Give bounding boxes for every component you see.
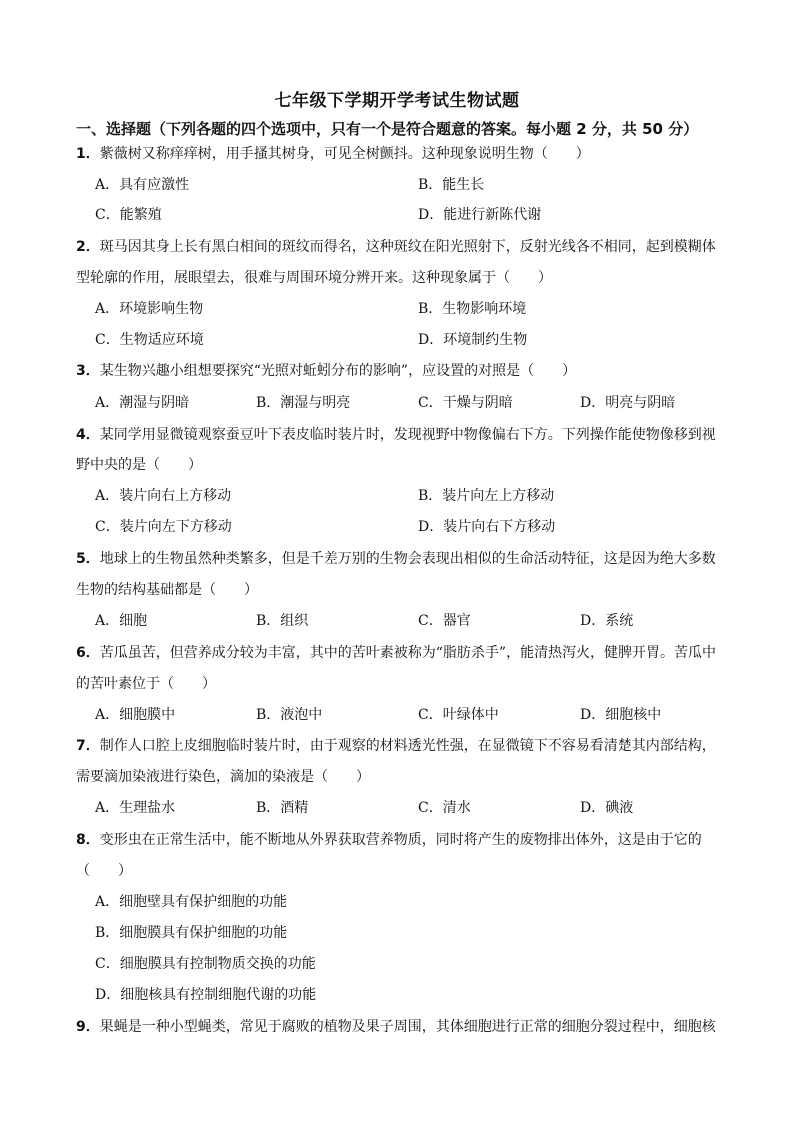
option-a: A．生理盐水 (95, 800, 176, 816)
option-d: D．明亮与阴暗 (580, 395, 676, 411)
question-number: 4． (76, 427, 100, 443)
option-c: C．叶绿体中 (418, 707, 499, 723)
option-a: A．装片向右上方移动 (95, 488, 232, 504)
question-text-continued: 的苦叶素位于（ ） (76, 676, 216, 692)
option-a: A．细胞壁具有保护细胞的功能 (95, 894, 288, 910)
option-c: C．能繁殖 (95, 207, 162, 223)
question-1 (76, 144, 756, 164)
question-number: 6． (76, 645, 100, 661)
option-c: C．生物适应环境 (95, 332, 204, 348)
option-d: D．系统 (580, 613, 634, 629)
question-number: 3． (76, 363, 100, 379)
option-a: A．潮湿与阴暗 (95, 395, 190, 411)
question-number: 5． (76, 551, 100, 567)
question-text: 某同学用显微镜观察蚕豆叶下表皮临时装片时，发现视野中物像偏右下方。下列操作能使物像移到视 (99, 427, 716, 443)
question-number: 2． (76, 239, 100, 255)
option-b: B．能生长 (418, 177, 485, 193)
option-c: C．干燥与阴暗 (418, 395, 513, 411)
question-text: 紫薇树又称痒痒树，用手搔其树身，可见全树颤抖。这种现象说明生物（ ） (99, 146, 590, 162)
page-title: 七年级下学期开学考试生物试题 (274, 91, 520, 111)
option-b: B．组织 (256, 613, 309, 629)
question-text: 苦瓜虽苦，但营养成分较为丰富，其中的苦叶素被称为“脂肪杀手”，能清热泻火，健脾开胃。苦瓜中 (99, 645, 717, 661)
question-5 (76, 549, 756, 569)
option-c: C．细胞膜具有控制物质交换的功能 (95, 956, 316, 972)
option-c: C．清水 (418, 800, 471, 816)
option-b: B．生物影响环境 (418, 301, 527, 317)
option-a: A．细胞 (95, 613, 148, 629)
question-6 (76, 643, 756, 663)
option-b: B．潮湿与明亮 (256, 395, 351, 411)
option-d: D．碘液 (580, 800, 634, 816)
question-text: 制作人口腔上皮细胞临时装片时，由于观察的材料透光性强，在显微镜下不容易看清楚其内部结构， (99, 738, 716, 754)
question-number: 7． (76, 738, 100, 754)
question-text-continued: 生物的结构基础都是（ ） (76, 582, 258, 598)
option-a: A．具有应激性 (95, 177, 190, 193)
option-a: A．细胞膜中 (95, 707, 176, 723)
question-8 (76, 830, 756, 850)
question-2 (76, 237, 756, 257)
option-b: B．装片向左上方移动 (418, 488, 555, 504)
question-text-continued: 型轮廓的作用，展眼望去，很难与周围环境分辨开来。这种现象属于（ ） (76, 270, 552, 286)
question-text: 变形虫在正常生活中，能不断地从外界获取营养物质，同时将产生的废物排出体外，这是由于它的 (99, 832, 702, 848)
option-d: D．装片向右下方移动 (418, 519, 556, 535)
question-text-continued: （ ） (76, 863, 132, 879)
option-c: C．装片向左下方移动 (95, 519, 232, 535)
option-d: D．细胞核中 (580, 707, 662, 723)
option-b: B．酒精 (256, 800, 309, 816)
question-text: 地球上的生物虽然种类繁多，但是千差万别的生物会表现出相似的生命活动特征，这是因为绝大多数 (99, 551, 716, 567)
question-text: 果蝇是一种小型蝇类，常见于腐败的植物及果子周围，其体细胞进行正常的细胞分裂过程中，细胞核 (99, 1019, 716, 1035)
question-number: 1． (76, 146, 100, 162)
option-b: B．液泡中 (256, 707, 323, 723)
question-7 (76, 736, 756, 756)
section-heading: 一、选择题（下列各题的四个选项中，只有一个是符合题意的答案。每小题 2 分，共 50 分） (76, 120, 699, 138)
option-c: C．器官 (418, 613, 471, 629)
option-d: D．环境制约生物 (418, 332, 528, 348)
option-b: B．细胞膜具有保护细胞的功能 (95, 925, 288, 941)
question-text-continued: 需要滴加染液进行染色，滴加的染液是（ ） (76, 769, 370, 785)
question-number: 8． (76, 832, 100, 848)
question-text: 某生物兴趣小组想要探究“光照对蚯蚓分布的影响”，应设置的对照是（ ） (99, 363, 577, 379)
option-a: A．环境影响生物 (95, 301, 204, 317)
option-d: D．细胞核具有控制细胞代谢的功能 (95, 987, 317, 1003)
question-4 (76, 425, 756, 445)
question-text: 斑马因其身上长有黑白相间的斑纹而得名，这种斑纹在阳光照射下，反射光线各不相同，起到模糊体 (99, 239, 716, 255)
option-d: D．能进行新陈代谢 (418, 207, 542, 223)
question-3 (76, 361, 756, 381)
question-number: 9． (76, 1019, 100, 1035)
question-text-continued: 野中央的是（ ） (76, 457, 202, 473)
question-9 (76, 1017, 756, 1037)
